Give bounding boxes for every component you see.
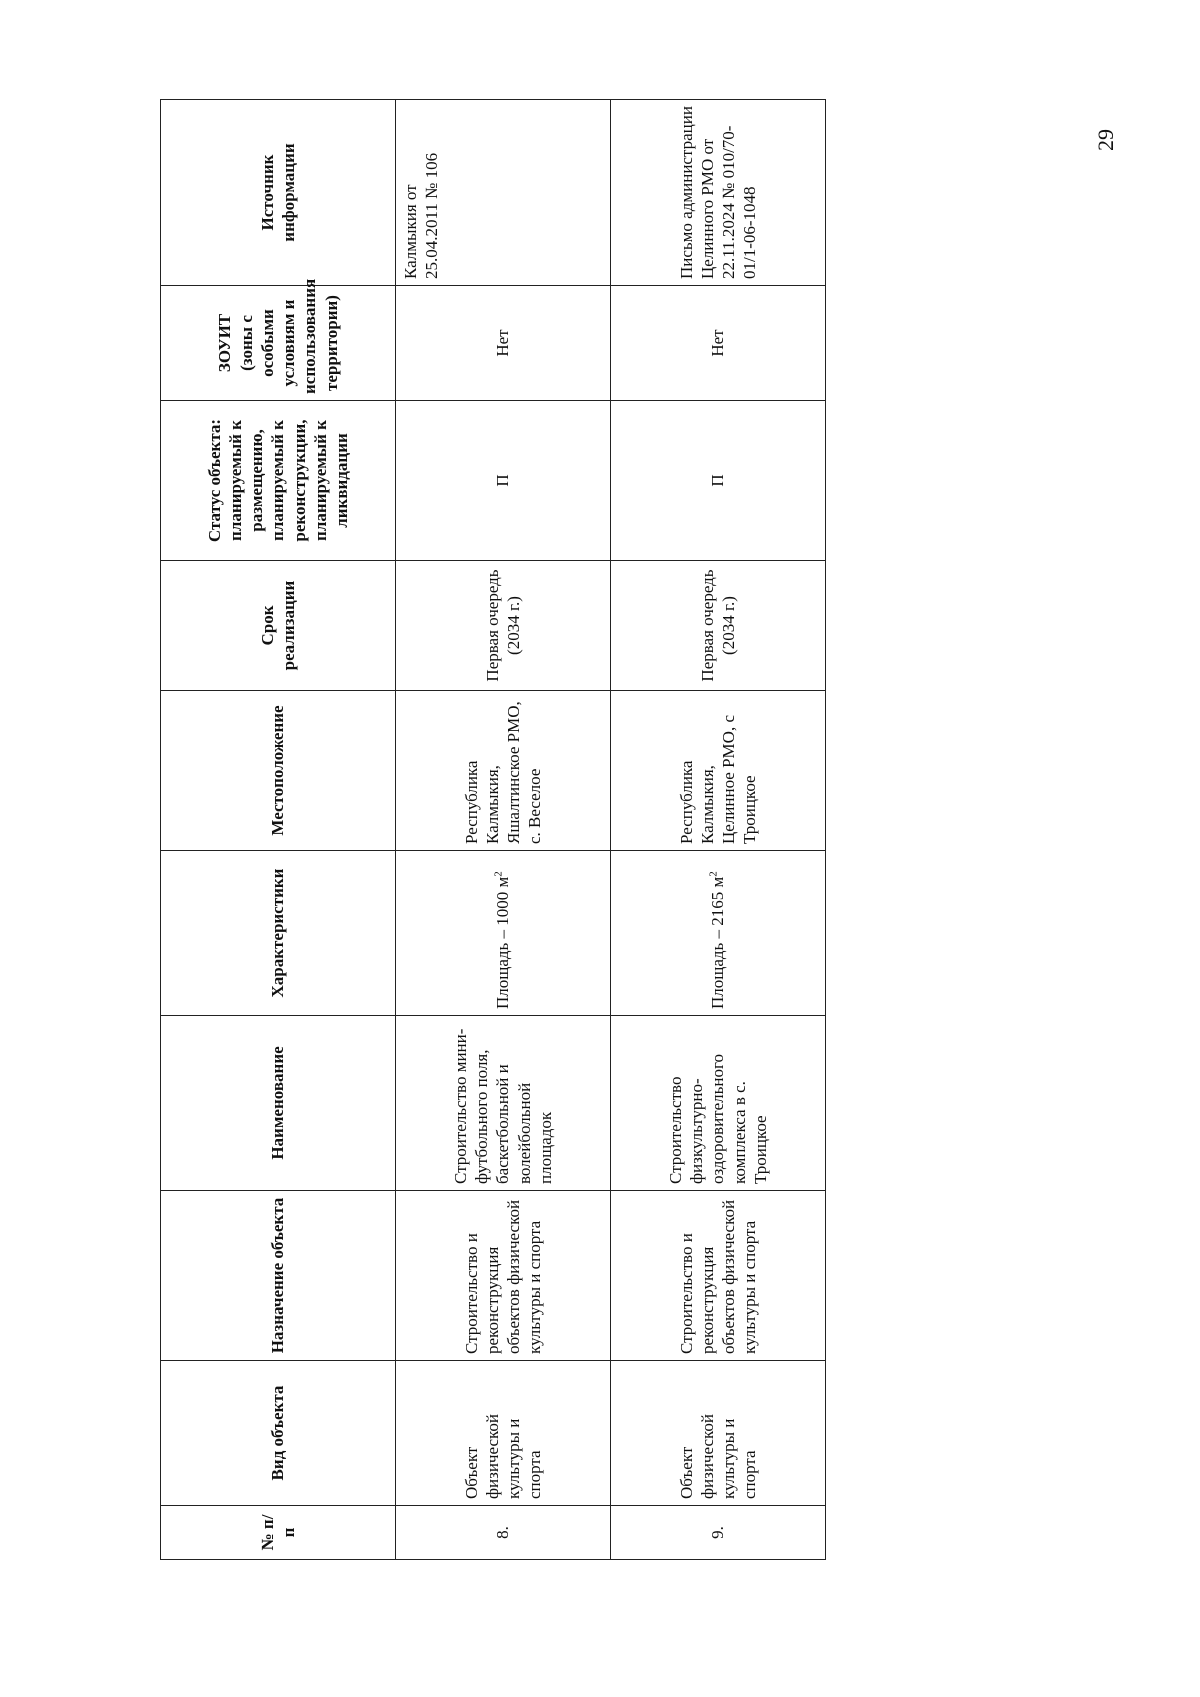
characteristics-superscript: 2 — [707, 871, 720, 877]
header-purpose: Назначение объекта — [161, 1191, 396, 1361]
cell-zouit: Нет — [396, 286, 611, 401]
cell-location: Республика Калмыкия, Яшалтинское РМО, с. Веселое — [396, 691, 611, 851]
cell-location: Республика Калмыкия, Целинное РМО, с Троицкое — [611, 691, 826, 851]
header-num: № п/п — [161, 1506, 396, 1560]
cell-status: П — [396, 401, 611, 561]
objects-table — [160, 99, 826, 1560]
cell-source: Письмо администрации Целинного РМО от 22.11.2024 № 010/70-01/1-06-1048 — [611, 100, 826, 286]
header-status: Статус объекта: планируемый к размещению, планируемый к реконструкции, планируемый к ликвидации — [161, 401, 396, 561]
header-type: Вид объекта — [161, 1361, 396, 1506]
cell-term: Первая очередь (2034 г.) — [396, 561, 611, 691]
header-term: Срок реализации — [161, 561, 396, 691]
characteristics-superscript: 2 — [492, 871, 505, 877]
header-source: Источник информации — [161, 100, 396, 286]
cell-status: П — [611, 401, 826, 561]
table-row — [396, 100, 611, 1560]
cell-name: Строительство физкультурно-оздоровительного комплекса в с. Троицкое — [611, 1016, 826, 1191]
header-characteristics: Характеристики — [161, 851, 396, 1016]
header-location: Местоположение — [161, 691, 396, 851]
cell-purpose: Строительство и реконструкция объектов физической культуры и спорта — [611, 1191, 826, 1361]
objects-table-wrapper — [160, 100, 825, 1560]
page-number: 29 — [1093, 129, 1118, 151]
cell-zouit: Нет — [611, 286, 826, 401]
cell-term: Первая очередь (2034 г.) — [611, 561, 826, 691]
cell-num: 8. — [396, 1506, 611, 1560]
cell-type: Объект физической культуры и спорта — [396, 1361, 611, 1506]
cell-name: Строительство мини-футбольного поля, баскетбольной и волейбольной площадок — [396, 1016, 611, 1191]
header-name: Наименование — [161, 1016, 396, 1191]
table-header-row — [161, 100, 396, 1560]
cell-characteristics — [611, 851, 826, 1016]
cell-characteristics — [396, 851, 611, 1016]
cell-source: Калмыкия от 25.04.2011 № 106 — [396, 100, 611, 286]
characteristics-text: Площадь – 2165 м — [708, 876, 728, 1009]
cell-type: Объект физической культуры и спорта — [611, 1361, 826, 1506]
table-row — [611, 100, 826, 1560]
characteristics-text: Площадь – 1000 м — [493, 876, 513, 1009]
header-zouit: ЗОУИТ (зоны с особыми условиям и использования территории) — [161, 286, 396, 401]
cell-num: 9. — [611, 1506, 826, 1560]
cell-purpose: Строительство и реконструкция объектов физической культуры и спорта — [396, 1191, 611, 1361]
